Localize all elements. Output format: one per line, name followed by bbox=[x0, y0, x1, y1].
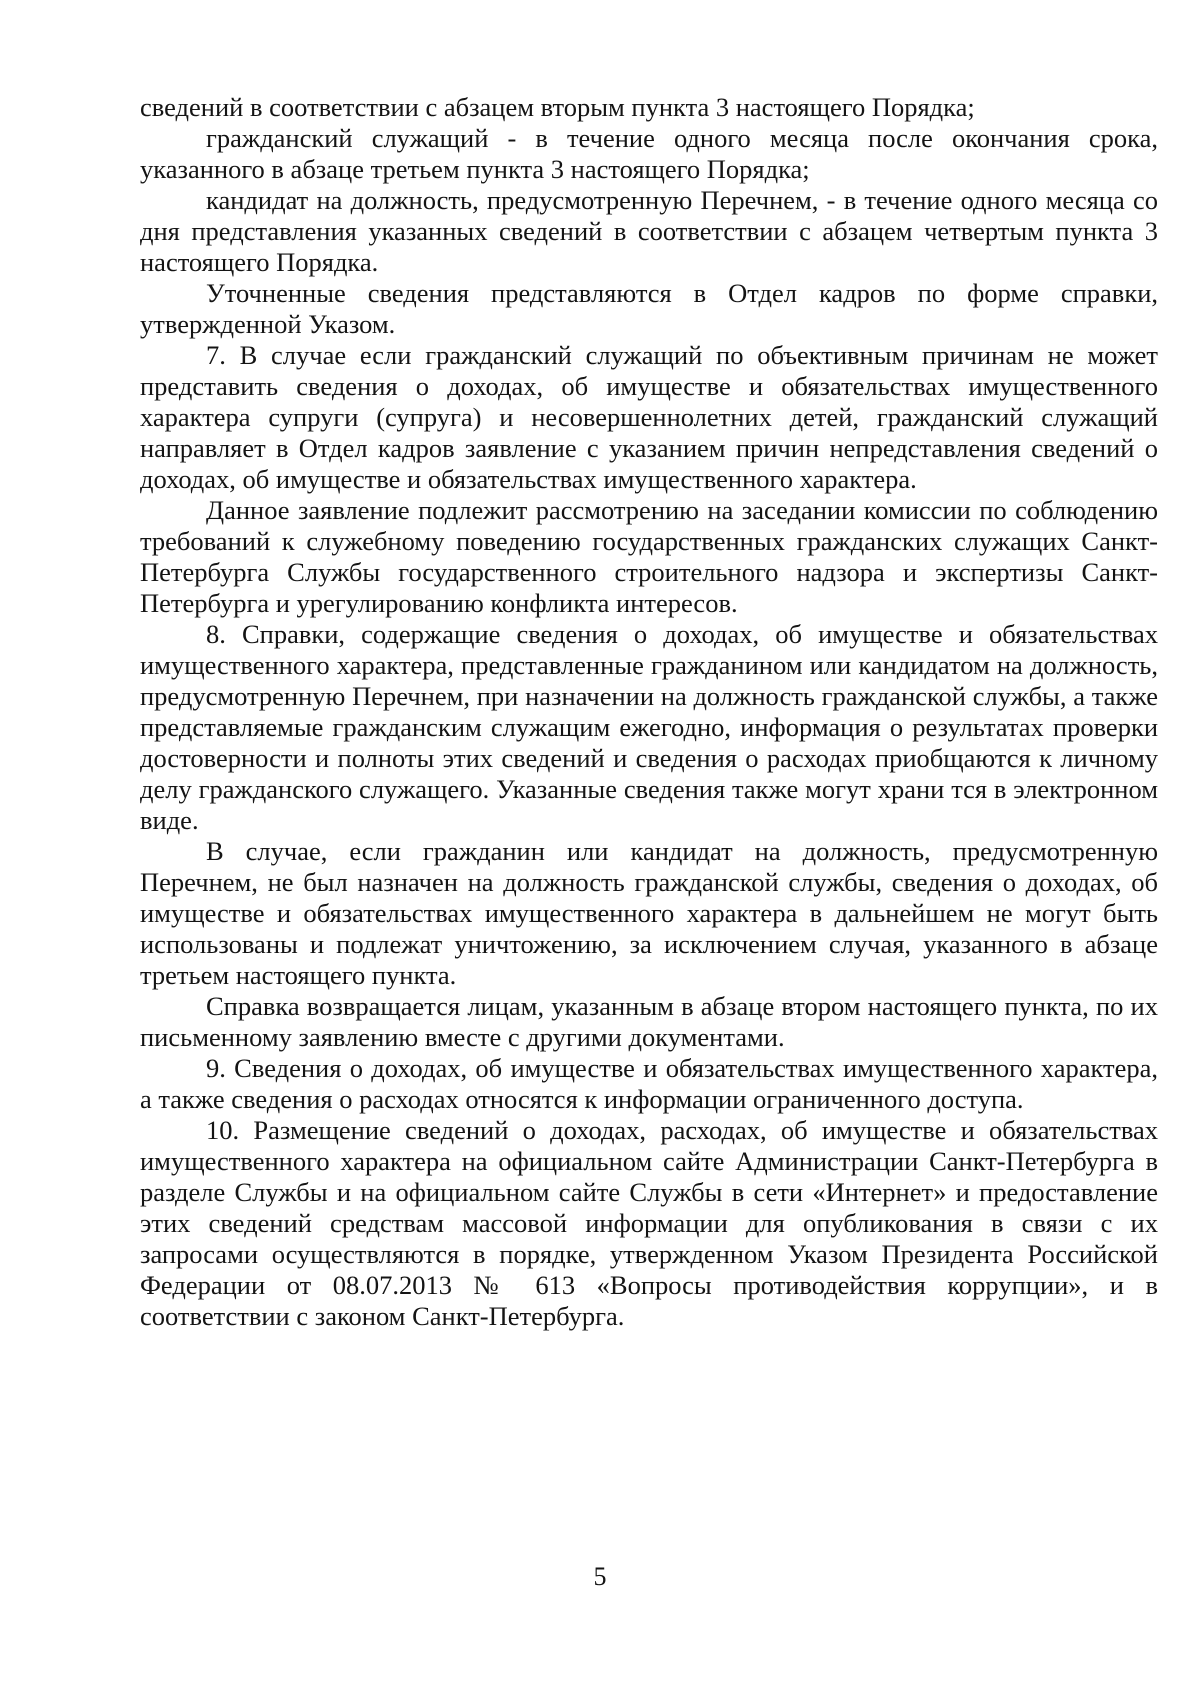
paragraph-civil-servant-deadline: гражданский служащий - в течение одного месяца после окончания срока, указанного в абзаце третьем пункта 3 настоящего Порядка; bbox=[140, 123, 1158, 184]
paragraph-commission-review: Данное заявление подлежит рассмотрению на заседании комиссии по соблюдению требований к служебному поведению государственных гражданских служащих Санкт-Петербурга Службы государственного строительного надзора и экспертизы Санкт-Петербурга и урегулированию конфликта интересов. bbox=[140, 495, 1158, 618]
page-number: 5 bbox=[593, 1562, 607, 1591]
paragraph-refined-info: Уточненные сведения представляются в Отдел кадров по форме справки, утвержденной Указом. bbox=[140, 278, 1158, 339]
paragraph-item-9: 9. Сведения о доходах, об имуществе и обязательствах имущественного характера, а также сведения о расходах относятся к информации ограниченного доступа. bbox=[140, 1053, 1158, 1114]
document-body bbox=[140, 92, 1158, 1332]
paragraph-item-8: 8. Справки, содержащие сведения о доходах, об имуществе и обязательствах имущественного характера, представленные гражданином или кандидатом на должность, предусмотренную Перечнем, при назначении на должность гражданской службы, а также представляемые гражданским служащим ежегодно, информация о результатах проверки достоверности и полноты этих сведений и сведения о расходах приобщаются к личному делу гражданского служащего. Указанные сведения также могут храни тся в электронном виде. bbox=[140, 619, 1158, 835]
paragraph-continuation: сведений в соответствии с абзацем вторым пункта 3 настоящего Порядка; bbox=[140, 92, 975, 122]
paragraph-item-10: 10. Размещение сведений о доходах, расходах, об имуществе и обязательствах имущественного характера на официальном сайте Администрации Санкт-Петербурга в разделе Службы и на официальном сайте Службы в сети «Интернет» и предоставление этих сведений средствам массовой информации для опубликования в связи с их запросами осуществляются в порядке, утвержденном Указом Президента Российской Федерации от 08.07.2013 № 613 «Вопросы противодействия коррупции», и в соответствии с законом Санкт-Петербурга. bbox=[140, 1115, 1158, 1331]
paragraph-certificate-return: Справка возвращается лицам, указанным в абзаце втором настоящего пункта, по их письменному заявлению вместе с другими документами. bbox=[140, 991, 1158, 1052]
paragraph-candidate-deadline: кандидат на должность, предусмотренную Перечнем, - в течение одного месяца со дня представления указанных сведений в соответствии с абзацем четвертым пункта 3 настоящего Порядка. bbox=[140, 185, 1158, 277]
paragraph-not-appointed: В случае, если гражданин или кандидат на должность, предусмотренную Перечнем, не был назначен на должность гражданской службы, сведения о доходах, об имуществе и обязательствах имущественного характера в дальнейшем не могут быть использованы и подлежат уничтожению, за исключением случая, указанного в абзаце третьем настоящего пункта. bbox=[140, 836, 1158, 990]
paragraph-item-7: 7. В случае если гражданский служащий по объективным причинам не может представить сведения о доходах, об имуществе и обязательствах имущественного характера супруги (супруга) и несовершеннолетних детей, гражданский служащий направляет в Отдел кадров заявление с указанием причин непредставления сведений о доходах, об имуществе и обязательствах имущественного характера. bbox=[140, 340, 1158, 494]
